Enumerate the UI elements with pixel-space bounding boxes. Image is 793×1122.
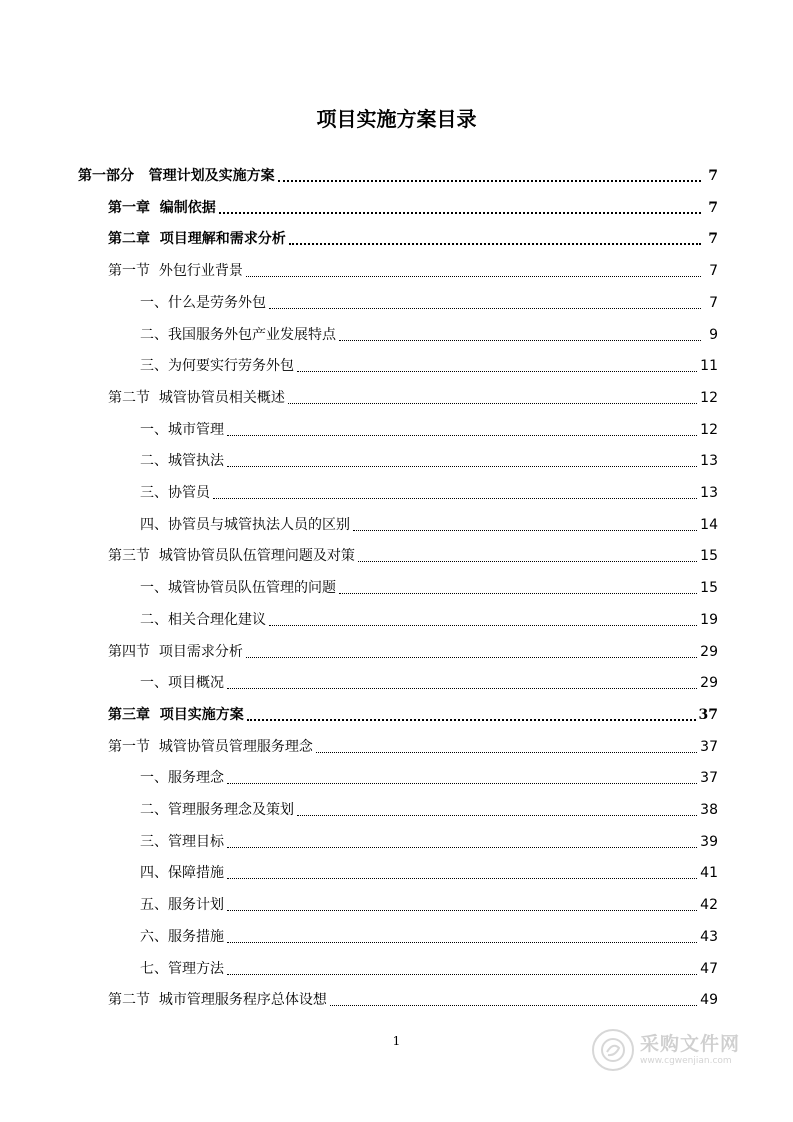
toc-entry[interactable] (108, 386, 718, 408)
toc-entry-page: 37 (700, 738, 718, 755)
toc-entry[interactable] (140, 957, 718, 979)
toc-leader-dots (227, 435, 697, 436)
toc-entry[interactable] (140, 671, 718, 693)
toc-entry-label: 第三章 项目实施方案 (108, 706, 244, 723)
toc-entry-label: 一、项目概况 (140, 675, 224, 692)
toc-entry-page: 37 (698, 706, 718, 723)
toc-leader-dots (227, 878, 697, 879)
toc-entry[interactable] (78, 164, 718, 186)
toc-leader-dots (227, 847, 697, 848)
toc-entry-label: 第二章 项目理解和需求分析 (108, 231, 286, 248)
toc-entry[interactable] (140, 830, 718, 852)
watermark (592, 1028, 752, 1072)
toc-entry-label: 第二节 城管协管员相关概述 (108, 389, 285, 406)
toc-entry-page: 39 (700, 833, 718, 850)
toc-entry[interactable] (140, 608, 718, 630)
toc-entry-page: 14 (700, 516, 718, 533)
toc-entry-label: 五、服务计划 (140, 897, 224, 914)
toc-entry-page: 7 (708, 168, 718, 184)
toc-entry[interactable] (140, 925, 718, 947)
toc-entry[interactable] (140, 418, 718, 440)
toc-entry-label: 二、我国服务外包产业发展特点 (140, 326, 336, 343)
toc-entry-page: 19 (700, 611, 718, 628)
toc-leader-dots (316, 752, 697, 753)
toc-entry[interactable] (140, 323, 718, 345)
toc-leader-dots (227, 910, 697, 911)
toc-entry[interactable] (140, 513, 718, 535)
toc-entry-page: 7 (709, 263, 718, 280)
toc-entry-label: 二、相关合理化建议 (140, 611, 266, 628)
document-title: 项目实施方案目录 (316, 107, 477, 131)
toc-entry-label: 第一部分 管理计划及实施方案 (78, 168, 275, 184)
toc-entry-page: 41 (700, 865, 718, 882)
toc-entry-page: 29 (700, 643, 718, 660)
toc-entry-label: 四、协管员与城管执法人员的区别 (140, 516, 350, 533)
toc-entry-label: 二、管理服务理念及策划 (140, 802, 294, 818)
toc-entry[interactable] (108, 196, 718, 218)
toc-leader-dots (227, 942, 697, 943)
toc-leader-dots (297, 371, 697, 372)
toc-leader-dots (353, 530, 697, 531)
toc-entry-page: 12 (700, 389, 718, 406)
toc-leader-dots (247, 719, 696, 721)
toc-entry-page: 7 (709, 294, 718, 311)
toc-leader-dots (269, 625, 697, 626)
toc-entry-label: 第一章 编制依据 (108, 199, 216, 216)
toc-entry-page: 7 (708, 199, 718, 216)
toc-entry[interactable] (140, 449, 718, 471)
toc-entry[interactable] (108, 735, 718, 757)
toc-entry-page: 29 (700, 675, 718, 692)
toc-leader-dots (297, 815, 697, 816)
toc-leader-dots (289, 243, 701, 245)
toc-entry-page: 9 (709, 326, 718, 343)
toc-leader-dots (227, 974, 697, 975)
toc-leader-dots (339, 340, 701, 341)
toc-leader-dots (330, 1005, 697, 1006)
toc-entry[interactable] (108, 640, 718, 662)
toc-leader-dots (227, 688, 697, 689)
cgwenjian-logo-icon (592, 1029, 634, 1071)
toc-entry[interactable] (140, 481, 718, 503)
watermark-url: www.cgwenjian.com (640, 1056, 732, 1066)
toc-entry-page: 37 (700, 770, 718, 787)
toc-entry-label: 二、城管执法 (140, 453, 224, 470)
toc-entry[interactable] (140, 576, 718, 598)
toc-entry-page: 12 (700, 421, 718, 438)
toc-entry-label: 第一节 外包行业背景 (108, 263, 243, 280)
toc-entry-label: 四、保障措施 (140, 865, 224, 882)
toc-entry-label: 六、服务措施 (140, 928, 224, 945)
toc-entry-page: 13 (700, 485, 718, 501)
toc-entry-label: 七、管理方法 (140, 960, 224, 977)
toc-leader-dots (278, 180, 701, 182)
toc-entry-label: 一、服务理念 (140, 770, 224, 787)
toc-entry[interactable] (140, 354, 718, 376)
toc-entry-page: 42 (700, 897, 718, 914)
toc-entry-label: 一、城管协管员队伍管理的问题 (140, 580, 336, 597)
toc-entry[interactable] (140, 861, 718, 883)
toc-entry-label: 三、为何要实行劳务外包 (140, 358, 294, 375)
toc-entry-label: 一、什么是劳务外包 (140, 294, 266, 311)
toc-entry[interactable] (108, 259, 718, 281)
toc-entry-page: 11 (700, 358, 718, 375)
toc-leader-dots (246, 276, 701, 277)
toc-entry[interactable] (108, 544, 718, 566)
toc-leader-dots (219, 212, 701, 214)
toc-entry[interactable] (140, 291, 718, 313)
toc-leader-dots (358, 561, 697, 562)
toc-entry-page: 47 (700, 960, 718, 977)
toc-entry[interactable] (140, 766, 718, 788)
toc-leader-dots (269, 308, 701, 309)
toc-leader-dots (227, 783, 697, 784)
toc-entry[interactable] (108, 988, 718, 1010)
toc-entry-page: 43 (700, 928, 718, 945)
toc-entry-page: 15 (700, 580, 718, 597)
toc-entry-label: 第四节 项目需求分析 (108, 643, 243, 660)
toc-entry[interactable] (108, 703, 718, 725)
toc-entry-label: 三、协管员 (140, 485, 210, 501)
watermark-name: 采购文件网 (640, 1033, 741, 1055)
toc-entry-label: 第三节 城管协管员队伍管理问题及对策 (108, 548, 355, 565)
toc-entry-label: 三、管理目标 (140, 833, 224, 850)
toc-entry-page: 13 (700, 453, 718, 470)
toc-entry-page: 38 (700, 802, 718, 818)
toc-leader-dots (227, 466, 697, 467)
toc-entry-page: 49 (700, 992, 718, 1009)
toc-entry-page: 7 (708, 231, 718, 248)
toc-entry-label: 第一节 城管协管员管理服务理念 (108, 738, 313, 755)
toc-leader-dots (339, 593, 697, 594)
toc-leader-dots (246, 657, 697, 658)
toc-entry[interactable] (108, 227, 718, 249)
toc-leader-dots (213, 498, 697, 499)
toc-entry[interactable] (140, 798, 718, 820)
toc-leader-dots (288, 403, 697, 404)
page-number: 1 (392, 1034, 401, 1048)
toc-entry-label: 一、城市管理 (140, 421, 224, 438)
toc-entry-page: 15 (700, 548, 718, 565)
toc-entry[interactable] (140, 893, 718, 915)
toc-entry-label: 第二节 城市管理服务程序总体设想 (108, 992, 327, 1009)
